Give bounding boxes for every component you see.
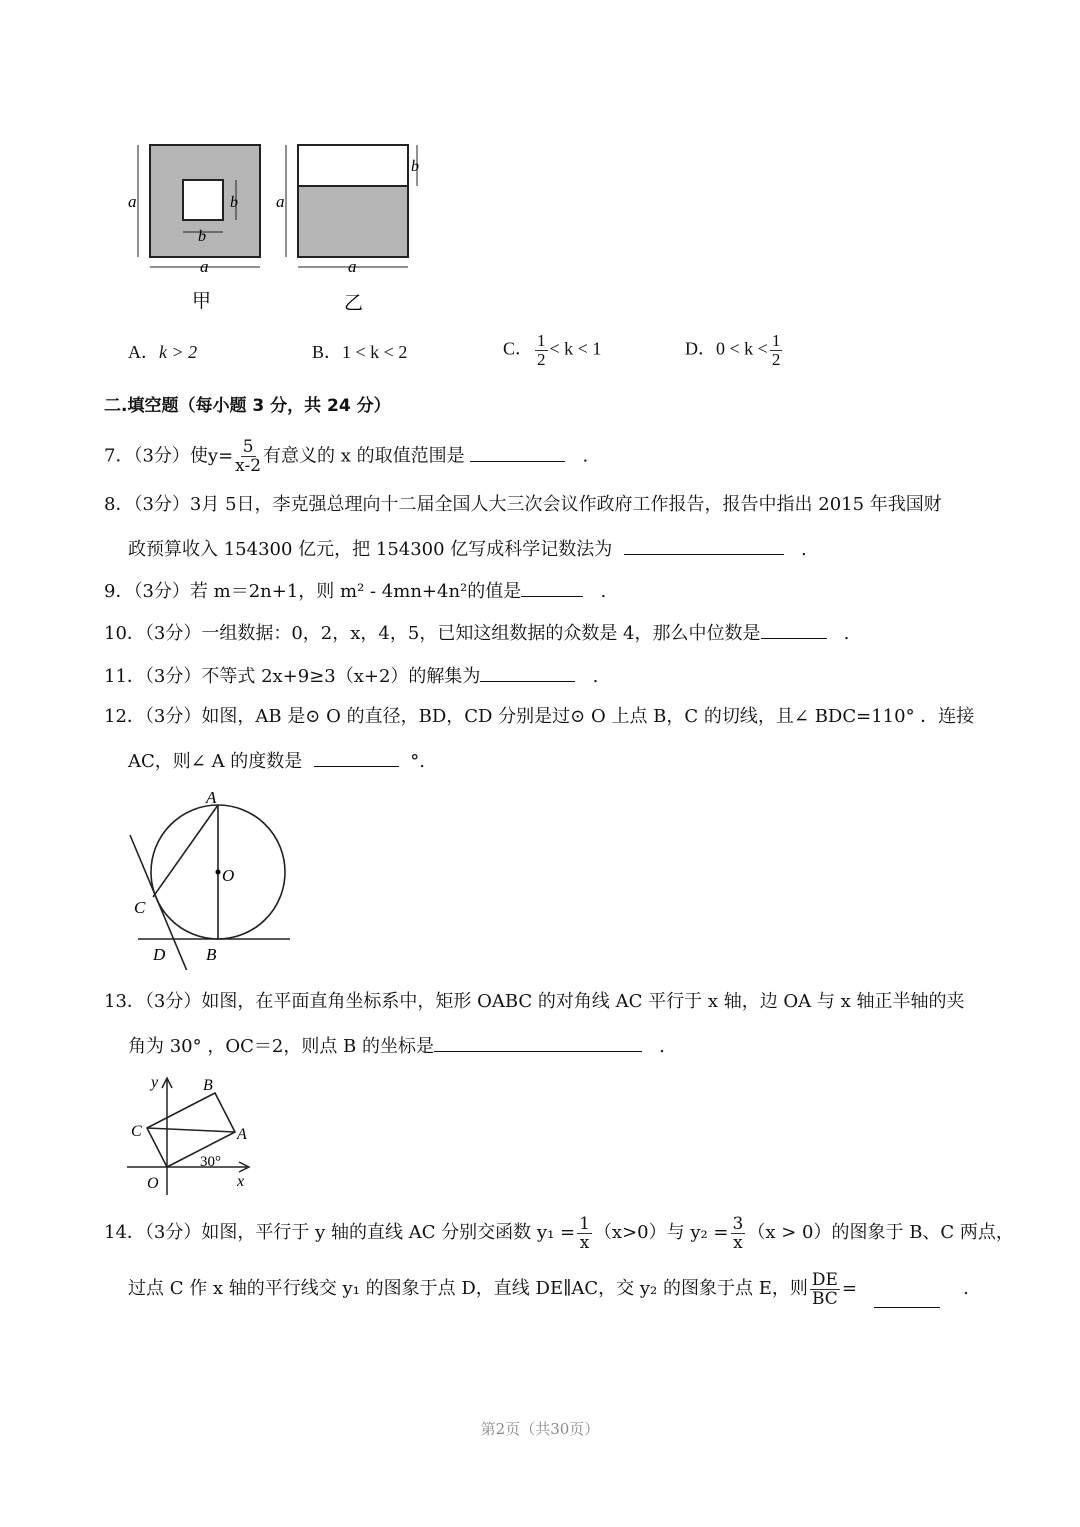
- answer-blank-8[interactable]: [624, 536, 784, 555]
- fraction-numerator: 1: [771, 331, 781, 350]
- fraction-numerator: 5: [242, 437, 254, 457]
- q11-text: 11．（3分）不等式 2x+9≥3（x+2）的解集为: [104, 666, 481, 687]
- point-label-c: C: [131, 1123, 142, 1140]
- fraction-denominator: x: [579, 1232, 590, 1253]
- question-8-line-1: 8．（3分）3月 5日，李克强总理向十二届全国人大三次会议作政府工作报告，报告中指出 2015 年我国财: [104, 494, 942, 515]
- fraction-denominator: 2: [771, 350, 781, 369]
- section-heading: 二.填空题（每小题 3 分，共 24 分）: [104, 396, 391, 416]
- point-label-d: D: [153, 945, 166, 964]
- answer-blank-7[interactable]: [470, 443, 565, 462]
- q13-text: 角为 30° ，OC＝2，则点 B 的坐标是: [128, 1036, 434, 1057]
- period: .: [582, 445, 589, 467]
- fraction-denominator: x: [733, 1232, 743, 1253]
- answer-blank-12[interactable]: [314, 748, 399, 767]
- question-12-line-1: 12．（3分）如图，AB 是⊙ O 的直径，BD，CD 分别是过⊙ O 上点 B，C 的切线，且∠ BDC=110° ．连接: [104, 706, 975, 727]
- point-label-b: B: [206, 945, 217, 964]
- q14-text: 14．（3分）如图，平行于 y 轴的直线 AC 分别交函数 y₁ =: [104, 1222, 576, 1243]
- point-label-a: A: [206, 788, 217, 807]
- q7-text-2: 有意义的 x 的取值范围是: [263, 445, 465, 467]
- figure-q13-coordinate: [125, 1070, 265, 1195]
- question-7: [104, 438, 588, 475]
- degree-sign: °: [410, 751, 420, 772]
- question-14-line-2: [128, 1270, 969, 1308]
- q10-text: 10．（3分）一组数据：0，2，x，4，5，已知这组数据的众数是 4，那么中位数是: [104, 623, 761, 644]
- point-label-o: O: [222, 866, 235, 885]
- angle-label: 30°: [200, 1154, 221, 1170]
- period: .: [592, 666, 599, 687]
- option-text: k > 2: [159, 342, 198, 362]
- point-label-b: B: [203, 1077, 213, 1094]
- answer-blank-11[interactable]: [480, 663, 575, 682]
- point-label-a: A: [237, 1126, 247, 1143]
- label-b-yi: b: [411, 158, 419, 175]
- q14-text-2: （x>0）与 y₂ =: [593, 1222, 729, 1243]
- point-label-o: O: [147, 1175, 159, 1192]
- label-a-jia-horizontal: a: [200, 257, 209, 276]
- question-13-line-1: 13．（3分）如图，在平面直角坐标系中，矩形 OABC 的对角线 AC 平行于 x 轴，边 OA 与 x 轴正半轴的夹: [104, 991, 965, 1012]
- option-b[interactable]: [312, 340, 407, 364]
- q9-text: 9．（3分）若 m＝2n+1，则 m² - 4mn+4n²的值是: [104, 581, 522, 602]
- label-b-jia-horizontal: b: [198, 228, 206, 245]
- caption-jia: 甲: [192, 290, 212, 312]
- answer-blank-14[interactable]: [874, 1289, 940, 1308]
- option-letter: A．: [128, 342, 159, 362]
- question-12-line-2: [128, 748, 425, 774]
- label-a-yi-vertical: a: [276, 192, 285, 211]
- period: .: [843, 623, 850, 644]
- option-text: < k < 1: [549, 338, 602, 359]
- option-letter: D．: [685, 338, 716, 359]
- label-b-jia-vertical: b: [230, 194, 238, 211]
- question-14-line-1: [104, 1214, 1014, 1252]
- q12-text: AC，则∠ A 的度数是: [128, 751, 303, 772]
- figure-q12-circle: [120, 785, 300, 970]
- option-c[interactable]: [503, 332, 601, 369]
- fraction-numerator: 1: [579, 1213, 590, 1234]
- equals-sign: =: [841, 1278, 857, 1299]
- answer-blank-10[interactable]: [761, 620, 827, 639]
- axis-label-y: y: [151, 1074, 159, 1091]
- option-text: 1 < k < 2: [342, 342, 408, 362]
- fraction-denominator: 2: [537, 350, 546, 369]
- period: .: [600, 581, 607, 602]
- label-a-jia-vertical: a: [128, 192, 137, 211]
- q14-text-3: （x > 0）的图象于 B、C 两点，: [747, 1222, 1014, 1243]
- fraction-numerator: 3: [732, 1213, 744, 1234]
- period: .: [963, 1278, 969, 1299]
- question-9: [104, 578, 606, 604]
- answer-blank-13[interactable]: [434, 1033, 642, 1052]
- option-text: 0 < k <: [716, 338, 768, 359]
- option-letter: B．: [312, 342, 343, 362]
- q7-text: 7．（3分）使: [104, 445, 208, 467]
- fraction-denominator: x-2: [235, 456, 262, 476]
- option-a[interactable]: [128, 340, 197, 364]
- question-8-line-2: [128, 536, 807, 562]
- page-footer: 第2页（共30页）: [480, 1420, 600, 1438]
- point-label-c: C: [134, 898, 146, 917]
- option-letter: C．: [503, 338, 534, 359]
- label-a-yi-horizontal: a: [348, 257, 357, 276]
- question-13-line-2: [128, 1033, 665, 1059]
- fraction-numerator: DE: [811, 1269, 838, 1290]
- q14-text-4: 过点 C 作 x 轴的平行线交 y₁ 的图象于点 D，直线 DE∥AC，交 y₂ 的图象于点 E，则: [128, 1278, 808, 1299]
- q8-text: 政预算收入 154300 亿元，把 154300 亿写成科学记数法为: [128, 539, 613, 560]
- answer-blank-9[interactable]: [521, 578, 583, 597]
- period: .: [419, 751, 425, 772]
- caption-yi: 乙: [344, 292, 364, 314]
- fraction-numerator: 1: [537, 331, 546, 350]
- axis-label-x: x: [237, 1173, 245, 1190]
- q7-y: y=: [207, 445, 234, 467]
- period: .: [800, 539, 807, 560]
- period: .: [659, 1036, 665, 1057]
- option-d[interactable]: [685, 332, 784, 369]
- question-10: [104, 620, 849, 646]
- fraction-denominator: BC: [811, 1288, 838, 1309]
- figure-squares: [120, 135, 430, 320]
- question-11: [104, 663, 598, 689]
